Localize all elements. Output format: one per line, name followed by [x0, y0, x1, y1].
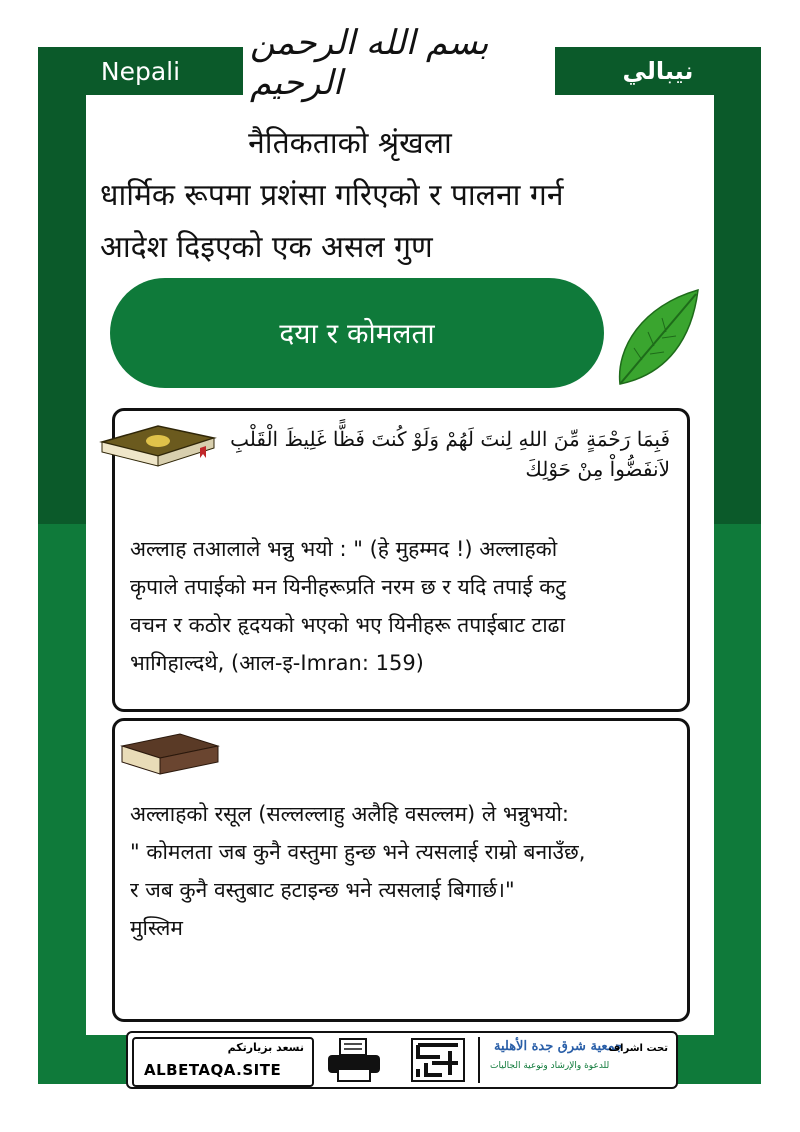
basmala-calligraphy: بسم الله الرحمن الرحيم — [250, 23, 489, 103]
quran-verse-translation: अल्लाह तआलाले भन्नु भयो : " (हे मुहम्मद !) अल्लाहको कृपाले तपाईको मन यिनीहरूप्रति नरम छ र यदि तपाई कटु वचन र कठोर हृदयको भएको भए यिनीहरू तपाईबाट टाढा भागिहाल्दथे, (आल-इ-Imran: 159) — [130, 537, 567, 675]
association-logo — [478, 1037, 674, 1083]
leaf-icon — [612, 288, 700, 388]
association-name: جمعية شرق جدة الأهلية — [494, 1039, 624, 1054]
kufi-logo-icon — [410, 1037, 466, 1083]
footer — [126, 1031, 678, 1089]
topic-banner: दया र कोमलता — [110, 278, 604, 388]
quran-verse-arabic: فَبِمَا رَحْمَةٍ مِّنَ اللهِ لِنتَ لَهُمْ وَلَوْ كُنتَ فَظًّا غَلِيظَ الْقَلْبِ لاَنفَضُّواْ مِنْ حَوْلِكَ — [230, 427, 670, 481]
language-tag-arabic: نيبالي — [555, 47, 761, 95]
quran-book-icon — [98, 422, 218, 470]
book-icon — [120, 728, 220, 778]
visit-text: نسعد بزيارتكم — [227, 1041, 304, 1054]
title-line-3: आदेश दिइएको एक असल गुण — [100, 230, 433, 265]
language-tag-english: Nepali — [38, 47, 243, 95]
title-line-1: नैतिकताको श्रृंखला — [248, 126, 452, 161]
association-subtitle: للدعوة والإرشاد وتوعية الجاليات — [490, 1061, 610, 1071]
printer-icon[interactable] — [324, 1037, 384, 1083]
site-url[interactable]: ALBETAQA.SITE — [144, 1061, 282, 1079]
title-line-2: धार्मिक रूपमा प्रशंसा गरिएको र पालना गर्न — [100, 178, 564, 213]
supervision-label: تحت اشراف — [608, 1043, 668, 1054]
hadith-text: अल्लाहको रसूल (सल्लल्लाहु अलैहि वसल्लम) ले भन्नुभयो: " कोमलता जब कुनै वस्तुमा हुन्छ भने त्यसलाई राम्रो बनाउँछ, र जब कुनै वस्तुबाट हटाइन्छ भने त्यसलाई बिगार्छ।" मुस्लिम — [130, 802, 586, 940]
page-title — [100, 118, 700, 274]
site-link-box[interactable] — [132, 1037, 314, 1087]
